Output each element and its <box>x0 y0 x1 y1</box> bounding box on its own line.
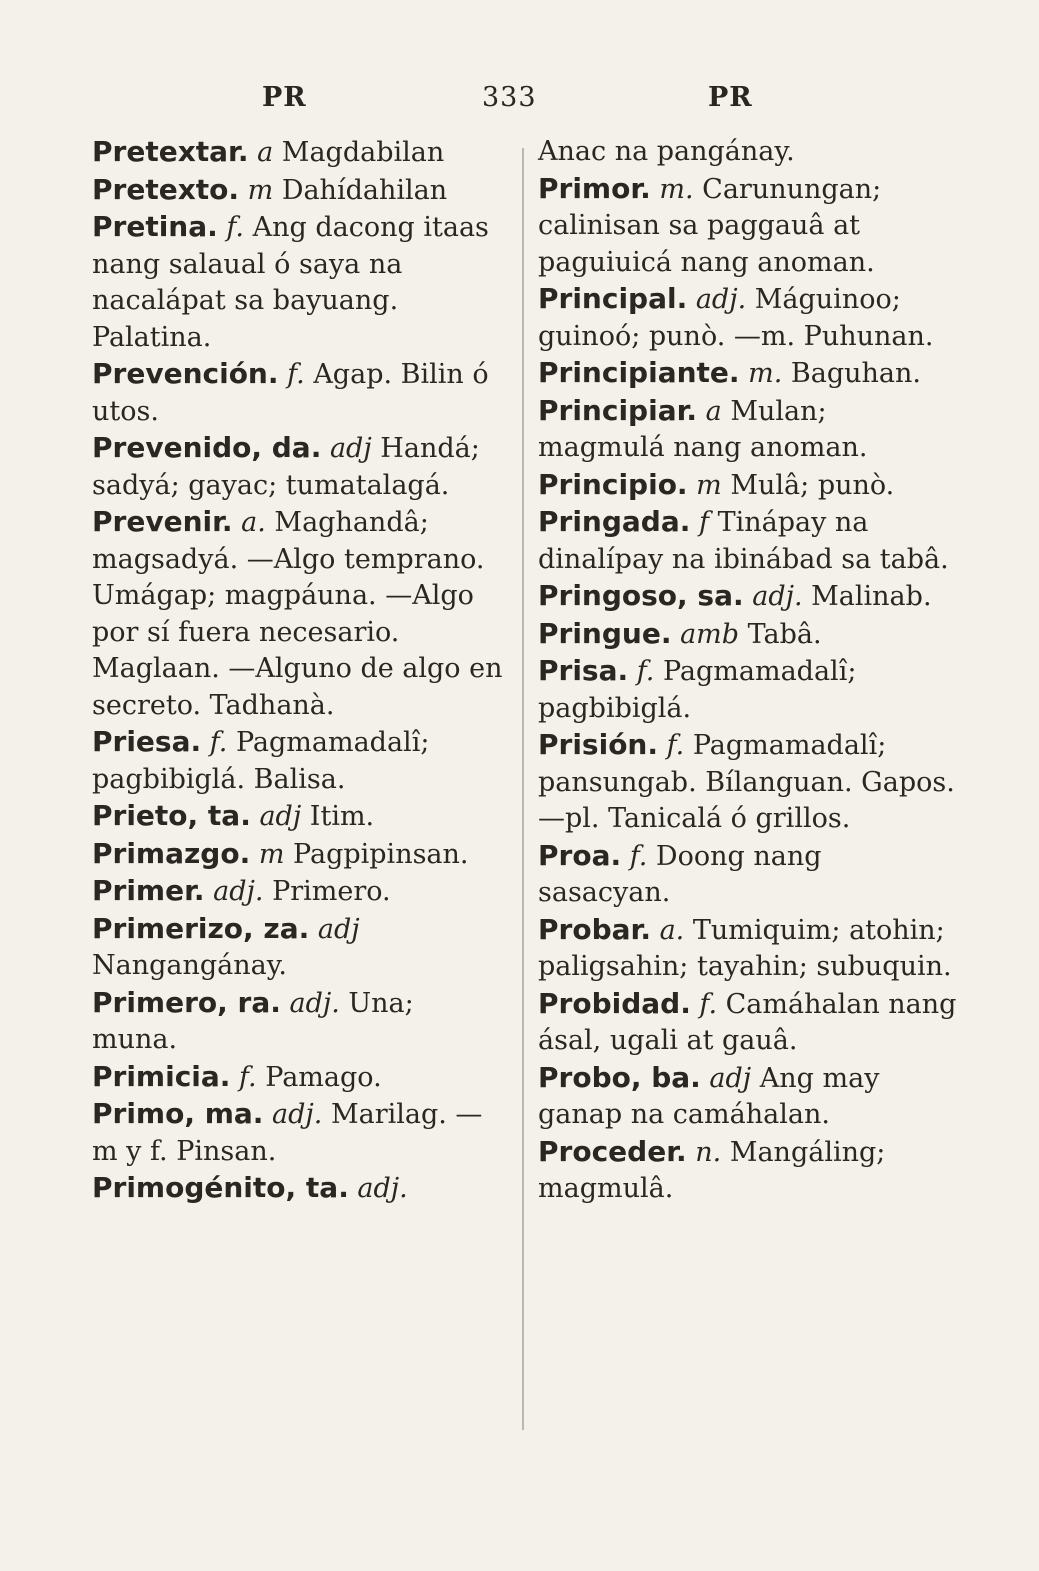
entry-grammar-abbrev: f <box>698 507 709 538</box>
entry-grammar-abbrev: f. <box>209 727 228 758</box>
dictionary-entry <box>538 838 958 912</box>
dictionary-entry <box>92 209 504 356</box>
dictionary-entry <box>538 134 958 171</box>
entry-headword: Prisa. <box>538 654 629 687</box>
right-column <box>538 134 958 1208</box>
entry-grammar-abbrev: m <box>247 174 274 206</box>
entry-grammar-abbrev: adj. <box>752 581 803 612</box>
entry-definition: Una; muna. <box>92 987 414 1055</box>
entry-definition: Marilag. —m y f. Pinsan. <box>92 1099 483 1167</box>
entry-definition: Handá; sadyá; gayac; tumatalagá. <box>92 433 480 501</box>
entry-grammar-abbrev: f. <box>226 212 244 243</box>
dictionary-entry <box>92 911 504 985</box>
entry-definition: Pagmamadalî; pagbibiglá. <box>538 656 857 724</box>
dictionary-entry <box>92 134 504 172</box>
entry-headword: Principiar. <box>538 393 698 427</box>
dictionary-entry <box>538 578 958 616</box>
column-divider <box>522 148 524 1430</box>
dictionary-entry <box>538 355 958 393</box>
entry-definition: Pagmamadalî; pagbibiglá. Balisa. <box>92 727 430 795</box>
dictionary-entry <box>92 356 504 430</box>
dictionary-entry <box>92 798 504 836</box>
entry-grammar-abbrev: adj. <box>289 987 340 1019</box>
entry-grammar-abbrev: f. <box>636 656 655 687</box>
header-right-guide: PR <box>708 82 753 113</box>
entry-headword: Principio. <box>538 467 688 501</box>
dictionary-entry <box>538 616 958 654</box>
entry-definition: Mangáling; magmulâ. <box>538 1136 886 1204</box>
left-column <box>92 134 504 1208</box>
entry-definition: Doong nang sasacyan. <box>538 840 822 908</box>
dictionary-entry <box>538 727 958 838</box>
entry-grammar-abbrev: a. <box>241 507 266 538</box>
dictionary-entry <box>92 985 504 1059</box>
entry-headword: Pringada. <box>538 505 691 538</box>
entry-definition: Carunungan; calinisan sa paggauâ at paguiuicá nang anoman. <box>538 173 882 278</box>
dictionary-entry <box>538 912 958 986</box>
entry-grammar-abbrev: adj. <box>272 1099 323 1130</box>
dictionary-entry <box>92 836 504 874</box>
dictionary-entry <box>538 1134 958 1208</box>
dictionary-entry <box>538 504 958 578</box>
dictionary-entry <box>92 430 504 504</box>
entry-headword: Primero, ra. <box>92 985 281 1019</box>
entry-grammar-abbrev: f. <box>287 359 305 390</box>
entry-headword: Probar. <box>538 912 651 946</box>
entry-headword: Primo, ma. <box>92 1097 264 1130</box>
entry-grammar-abbrev: f. <box>239 1061 257 1093</box>
entry-definition: Tinápay na dinalípay na ibinábad sa tabâ. <box>538 507 949 575</box>
entry-headword: Prieto, ta. <box>92 799 251 832</box>
entry-grammar-abbrev: m <box>696 469 722 501</box>
entry-headword: Primazgo. <box>92 836 251 870</box>
entry-grammar-abbrev: n. <box>695 1136 722 1168</box>
entry-grammar-abbrev: a <box>257 137 274 168</box>
entry-definition: Malinab. <box>811 581 932 612</box>
entry-headword: Proceder. <box>538 1134 687 1168</box>
page-header <box>0 82 1039 126</box>
entry-definition: Tabâ. <box>747 618 822 650</box>
entry-definition: Primero. <box>272 876 391 907</box>
dictionary-entry <box>538 653 958 727</box>
dictionary-entry <box>92 172 504 210</box>
dictionary-entry <box>538 467 958 505</box>
entry-definition: Anac na pangánay. <box>538 136 795 167</box>
dictionary-entry <box>538 171 958 282</box>
dictionary-entry <box>538 986 958 1060</box>
entry-headword: Prevenir. <box>92 505 233 538</box>
entry-grammar-abbrev: adj <box>259 801 302 832</box>
entry-definition: Maghandâ; magsadyá. —Algo temprano. Umágap; magpáuna. —Algo por sí fuera necesario. Maglaan. —Alguno de algo en secreto. Tadhanà. <box>92 507 503 721</box>
entry-grammar-abbrev: adj <box>329 433 372 464</box>
entry-headword: Principiante. <box>538 356 740 389</box>
dictionary-entry <box>92 1096 504 1170</box>
entry-headword: Proa. <box>538 838 622 872</box>
entry-definition: Baguhan. <box>790 358 921 389</box>
header-left-guide: PR <box>262 82 307 113</box>
entry-headword: Pringue. <box>538 616 672 650</box>
entry-definition: Camáhalan nang ásal, ugali at gauâ. <box>538 988 957 1056</box>
entry-grammar-abbrev: adj. <box>695 284 747 315</box>
entry-definition: Dahídahilan <box>281 174 448 206</box>
dictionary-entry <box>538 1060 958 1134</box>
entry-headword: Primor. <box>538 171 651 205</box>
dictionary-entry <box>92 724 504 798</box>
entry-grammar-abbrev: m. <box>748 358 783 389</box>
dictionary-entry <box>92 504 504 724</box>
entry-headword: Probo, ba. <box>538 1060 701 1094</box>
entry-grammar-abbrev: f. <box>699 988 718 1020</box>
entry-grammar-abbrev: amb <box>680 618 740 650</box>
entry-headword: Primicia. <box>92 1059 231 1093</box>
entry-grammar-abbrev: adj. <box>357 1173 408 1204</box>
entry-definition: Tumiquim; atohin; paligsahin; tayahin; subuquin. <box>538 914 952 982</box>
entry-headword: Prevención. <box>92 357 279 390</box>
entry-definition: Ang dacong itaas nang salaual ó saya na nacalápat sa bayuang. Palatina. <box>92 212 489 353</box>
entry-grammar-abbrev: f. <box>629 840 648 872</box>
entry-definition: Pagpipinsan. <box>293 838 469 870</box>
entry-definition: Máguinoo; guinoó; punò. —m. Puhunan. <box>538 284 934 352</box>
entry-headword: Pretina. <box>92 210 218 243</box>
entry-headword: Principal. <box>538 282 688 315</box>
entry-headword: Primogénito, ta. <box>92 1171 349 1204</box>
entry-headword: Primer. <box>92 874 205 907</box>
entry-grammar-abbrev: m. <box>659 173 694 205</box>
entry-headword: Priesa. <box>92 725 202 758</box>
entry-headword: Prevenido, da. <box>92 431 322 464</box>
entry-definition: Pagmamadalî; pansungab. Bílanguan. Gapos. —pl. Tanicalá ó grillos. <box>538 730 955 834</box>
entry-definition: Pamago. <box>265 1061 382 1093</box>
entry-definition: Magdabilan <box>281 137 445 168</box>
page-number: 333 <box>482 82 537 113</box>
entry-grammar-abbrev: adj <box>709 1062 752 1094</box>
entry-definition: Mulan; magmulá nang anoman. <box>538 395 868 463</box>
entry-grammar-abbrev: a <box>705 395 722 427</box>
entry-definition: Ang may ganap na camáhalan. <box>538 1062 880 1130</box>
dictionary-entry <box>538 281 958 355</box>
entry-definition: Itim. <box>309 801 375 832</box>
entry-definition: Agap. Bilin ó utos. <box>92 359 489 427</box>
dictionary-entry <box>538 393 958 467</box>
entry-grammar-abbrev: m <box>258 838 285 870</box>
dictionary-entry <box>92 1170 504 1208</box>
entry-headword: Pringoso, sa. <box>538 579 744 612</box>
entry-headword: Pretexto. <box>92 172 240 206</box>
entry-headword: Prisión. <box>538 728 658 761</box>
entry-definition: Mulâ; punò. <box>730 469 895 501</box>
entry-grammar-abbrev: f. <box>666 730 685 761</box>
dictionary-entry <box>92 873 504 911</box>
entry-grammar-abbrev: a. <box>659 914 685 946</box>
entry-grammar-abbrev: adj. <box>213 876 264 907</box>
entry-grammar-abbrev: adj <box>317 913 360 945</box>
entry-headword: Probidad. <box>538 986 691 1020</box>
dictionary-entry <box>92 1059 504 1097</box>
entry-definition: Nangangánay. <box>92 950 287 981</box>
entry-headword: Primerizo, za. <box>92 911 310 945</box>
entry-headword: Pretextar. <box>92 135 249 168</box>
